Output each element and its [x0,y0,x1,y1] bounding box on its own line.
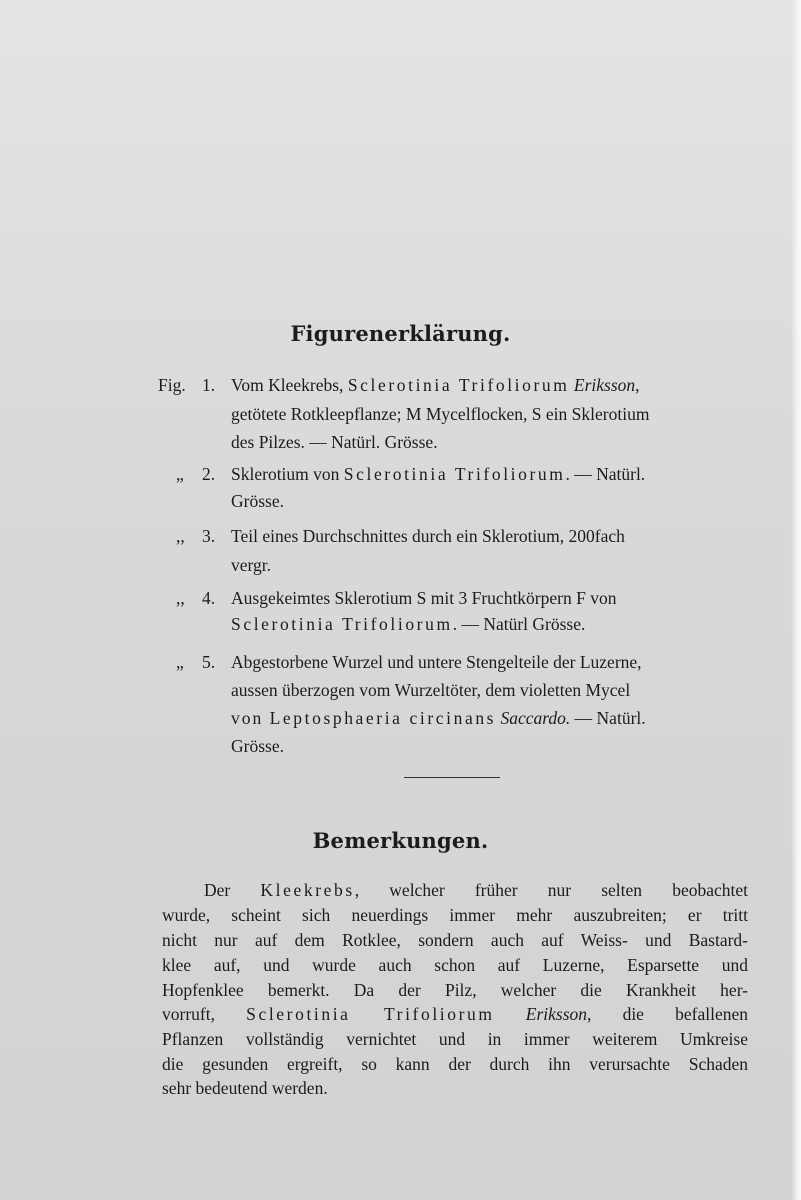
remarks-line: klee auf, und wurde auch schon auf Luzerne, Esparsette und [162,955,748,975]
figure-1-line-1: Vom Kleekrebs, Sclerotinia Trifoliorum Eriksson, [231,375,640,395]
remarks-line: Der Kleekrebs, welcher früher nur selten beobachtet [204,880,749,900]
species-name: Sclerotinia Trifoliorum [231,614,453,634]
figure-3-line-2: vergr. [231,555,272,575]
remarks-line: nicht nur auf dem Rotklee, sondern auch auf Weiss- und Bastard- [162,930,748,950]
remarks-line: sehr bedeutend werden. [162,1078,328,1098]
figure-5-line-3: von Leptosphaeria circinans Saccardo. — Natürl. [231,708,646,728]
remarks-line: Hopfenklee bemerkt. Da der Pilz, welcher die Krankheit her- [162,980,748,1000]
figure-1-line-2: getötete Rotkleepflanze; M Mycelflocken, S ein Sklerotium [231,404,650,424]
species-name: Sclerotinia Trifoliorum [246,1004,495,1024]
figure-label: ,, [176,526,185,546]
remarks-line: Pflanzen vollständig vernichtet und in immer weiterem Umkreise [162,1029,748,1049]
figure-number: 3. [202,526,216,546]
species-name: Sclerotinia Trifoliorum [347,375,570,395]
figure-3-line-1: Teil eines Durchschnittes durch ein Sklerotium, 200fach [231,526,625,546]
divider-rule [404,777,500,778]
figure-label: Fig. [158,375,186,395]
figure-label: „ [176,652,184,672]
figure-number: 5. [202,652,216,672]
figure-label: „ [176,464,184,484]
author-name: Eriksson [525,1004,588,1024]
figure-4-line-1: Ausgekeimtes Sklerotium S mit 3 Fruchtkörpern F von [231,588,617,608]
remarks-line: die gesunden ergreift, so kann der durch ihn verursachte Schaden [162,1054,748,1074]
figure-label: ,, [176,588,185,608]
figure-2-line-2: Grösse. [231,491,284,511]
figure-2-line-1: Sklerotium von Sclerotinia Trifoliorum. — Natürl. [231,464,646,484]
remarks-line: wurde, scheint sich neuerdings immer mehr auszubreiten; er tritt [162,905,748,925]
author-name: Saccardo. [500,708,571,728]
figure-1-line-3: des Pilzes. — Natürl. Grösse. [231,432,438,452]
figure-5-line-4: Grösse. [231,736,284,756]
figure-number: 4. [202,588,216,608]
figure-5-line-1: Abgestorbene Wurzel und untere Stengelteile der Luzerne, [231,652,642,672]
figure-5-line-2: aussen überzogen vom Wurzeltöter, dem violetten Mycel [231,680,631,700]
figure-4-line-2: Sclerotinia Trifoliorum. — Natürl Grösse. [231,614,586,634]
species-name: Leptosphaeria circinans [269,708,497,728]
figures-heading: Figurenerklärung. [290,321,511,346]
remarks-line: vorruft, Sclerotinia Trifoliorum Eriksson, die befallenen [162,1004,748,1024]
species-name: Sclerotinia Trifoliorum [343,464,566,484]
remarks-heading: Bemerkungen. [312,828,489,853]
figure-number: 2. [202,464,216,484]
figure-number: 1. [202,375,216,395]
page-edge [791,0,801,1200]
author-name: Eriksson [573,375,636,395]
